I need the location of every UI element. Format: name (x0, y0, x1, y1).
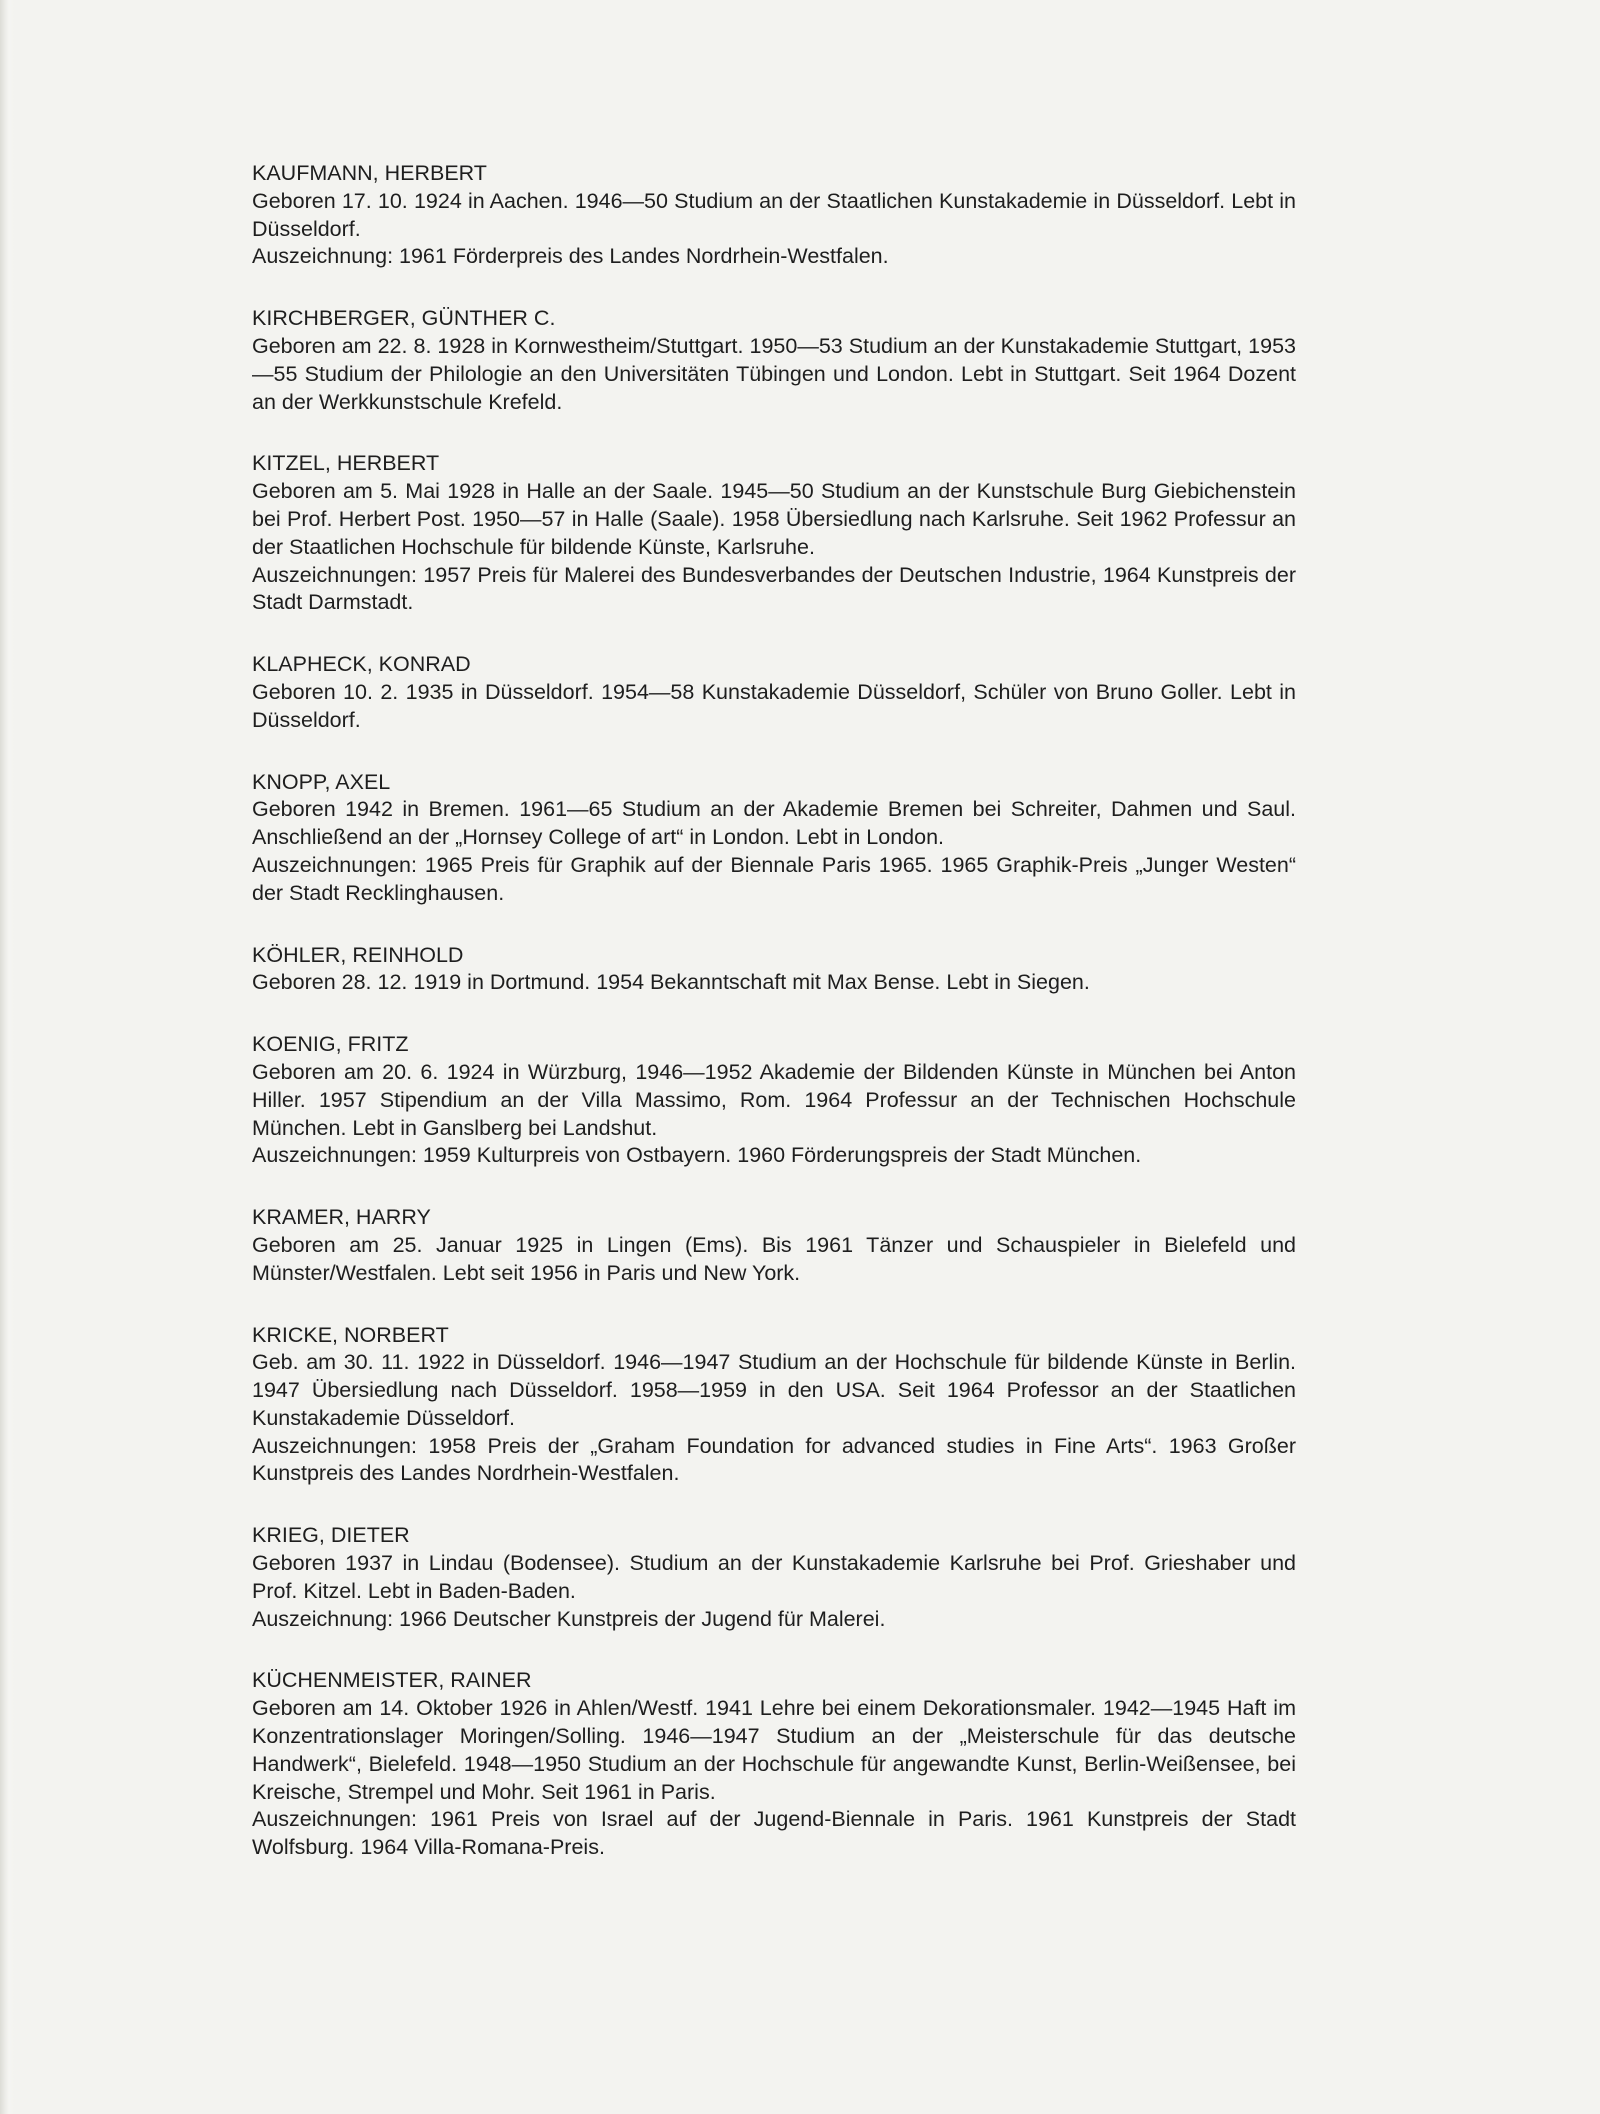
artist-biography-paragraph: Auszeichnungen: 1965 Preis für Graphik auf der Biennale Paris 1965. 1965 Graphik-Preis „Junger Westen“ der Stadt Recklinghausen. (252, 852, 1296, 905)
artist-entry (252, 1522, 1296, 1633)
artist-biography-paragraph: Geb. am 30. 11. 1922 in Düsseldorf. 1946—1947 Studium an der Hochschule für bildende Künste in Berlin. 1947 Übersiedlung nach Düsseldorf. 1958—1959 in den USA. Seit 1964 Professor an der Staatlichen Kunstakademie Düsseldorf. (252, 1350, 1296, 1430)
artist-biography-paragraph: Geboren am 25. Januar 1925 in Lingen (Ems). Bis 1961 Tänzer und Schauspieler in Bielefeld und Münster/Westfalen. Lebt seit 1956 in Paris und New York. (252, 1232, 1296, 1285)
artist-name: KÜCHENMEISTER, RAINER (252, 1668, 532, 1693)
artist-biography-paragraph: Auszeichnungen: 1961 Preis von Israel auf der Jugend-Biennale in Paris. 1961 Kunstpreis der Stadt Wolfsburg. 1964 Villa-Romana-Preis. (252, 1807, 1296, 1860)
artist-name: KRIEG, DIETER (252, 1523, 410, 1548)
page-edge (0, 0, 14, 2114)
artist-name: KITZEL, HERBERT (252, 451, 440, 476)
artist-biography-paragraph: Auszeichnung: 1966 Deutscher Kunstpreis der Jugend für Malerei. (252, 1606, 886, 1631)
artist-entry (252, 1667, 1296, 1862)
artist-biography-paragraph: Auszeichnungen: 1957 Preis für Malerei des Bundesverbandes der Deutschen Industrie, 1964 Kunstpreis der Stadt Darmstadt. (252, 562, 1296, 615)
artist-name: KLAPHECK, KONRAD (252, 652, 471, 677)
artist-biography-paragraph: Geboren am 5. Mai 1928 in Halle an der Saale. 1945—50 Studium an der Kunstschule Burg Giebichenstein bei Prof. Herbert Post. 1950—57 in Halle (Saale). 1958 Übersiedlung nach Karlsruhe. Seit 1962 Professur an der Staatlichen Hochschule für bildende Künste, Karlsruhe. (252, 479, 1296, 559)
artist-name: KÖHLER, REINHOLD (252, 942, 464, 967)
artist-biography-paragraph: Geboren 17. 10. 1924 in Aachen. 1946—50 Studium an der Staatlichen Kunstakademie in Düsseldorf. Lebt in Düsseldorf. (252, 188, 1296, 241)
artist-entry (252, 160, 1296, 271)
artist-biography-paragraph: Geboren am 20. 6. 1924 in Würzburg, 1946—1952 Akademie der Bildenden Künste in München bei Anton Hiller. 1957 Stipendium an der Villa Massimo, Rom. 1964 Professur an der Technischen Hochschule München. Lebt in Ganslberg bei Landshut. (252, 1059, 1296, 1140)
artist-name: KRICKE, NORBERT (252, 1322, 449, 1347)
artist-entry (252, 769, 1296, 908)
artist-biography-paragraph: Geboren 10. 2. 1935 in Düsseldorf. 1954—58 Kunstakademie Düsseldorf, Schüler von Bruno Goller. Lebt in Düsseldorf. (252, 679, 1296, 732)
artist-biography-paragraph: Geboren 1942 in Bremen. 1961—65 Studium an der Akademie Bremen bei Schreiter, Dahmen und Saul. Anschließend an der „Hornsey College of art“ in London. Lebt in London. (252, 797, 1296, 850)
artist-biography-paragraph: Geboren am 14. Oktober 1926 in Ahlen/Westf. 1941 Lehre bei einem Dekorationsmaler. 1942—1945 Haft im Konzentrationslager Moringen/Solling. 1946—1947 Studium an der „Meisterschule für das deutsche Handwerk“, Bielefeld. 1948—1950 Studium an der Hochschule für angewandte Kunst, Berlin-Weißensee, bei Kreische, Strempel und Mohr. Seit 1961 in Paris. (252, 1696, 1296, 1804)
artist-biography-paragraph: Auszeichnungen: 1958 Preis der „Graham Foundation for advanced studies in Fine Arts“. 1963 Großer Kunstpreis des Landes Nordrhein-Westfalen. (252, 1433, 1296, 1486)
artist-name: KIRCHBERGER, GÜNTHER C. (252, 306, 556, 331)
artist-name: KOENIG, FRITZ (252, 1032, 409, 1057)
artist-biography-paragraph: Geboren 28. 12. 1919 in Dortmund. 1954 Bekanntschaft mit Max Bense. Lebt in Siegen. (252, 970, 1090, 995)
artist-biography-list (252, 160, 1296, 1896)
artist-entry (252, 1031, 1296, 1170)
artist-biography-paragraph: Auszeichnung: 1961 Förderpreis des Landes Nordrhein-Westfalen. (252, 244, 889, 269)
artist-entry (252, 651, 1296, 734)
artist-entry (252, 942, 1296, 998)
artist-name: KAUFMANN, HERBERT (252, 161, 487, 185)
artist-biography-paragraph: Geboren am 22. 8. 1928 in Kornwestheim/Stuttgart. 1950—53 Studium an der Kunstakademie Stuttgart, 1953—55 Studium der Philologie an den Universitäten Tübingen und London. Lebt in Stuttgart. Seit 1964 Dozent an der Werkkunstschule Krefeld. (252, 333, 1296, 414)
artist-entry (252, 450, 1296, 617)
artist-biography-paragraph: Geboren 1937 in Lindau (Bodensee). Studium an der Kunstakademie Karlsruhe bei Prof. Grieshaber und Prof. Kitzel. Lebt in Baden-Baden. (252, 1551, 1296, 1603)
artist-biography-paragraph: Auszeichnungen: 1959 Kulturpreis von Ostbayern. 1960 Förderungspreis der Stadt München. (252, 1143, 1142, 1168)
artist-name: KNOPP, AXEL (252, 769, 391, 794)
artist-entry (252, 1204, 1296, 1287)
artist-name: KRAMER, HARRY (252, 1205, 431, 1230)
artist-entry (252, 1322, 1296, 1489)
artist-entry (252, 305, 1296, 416)
